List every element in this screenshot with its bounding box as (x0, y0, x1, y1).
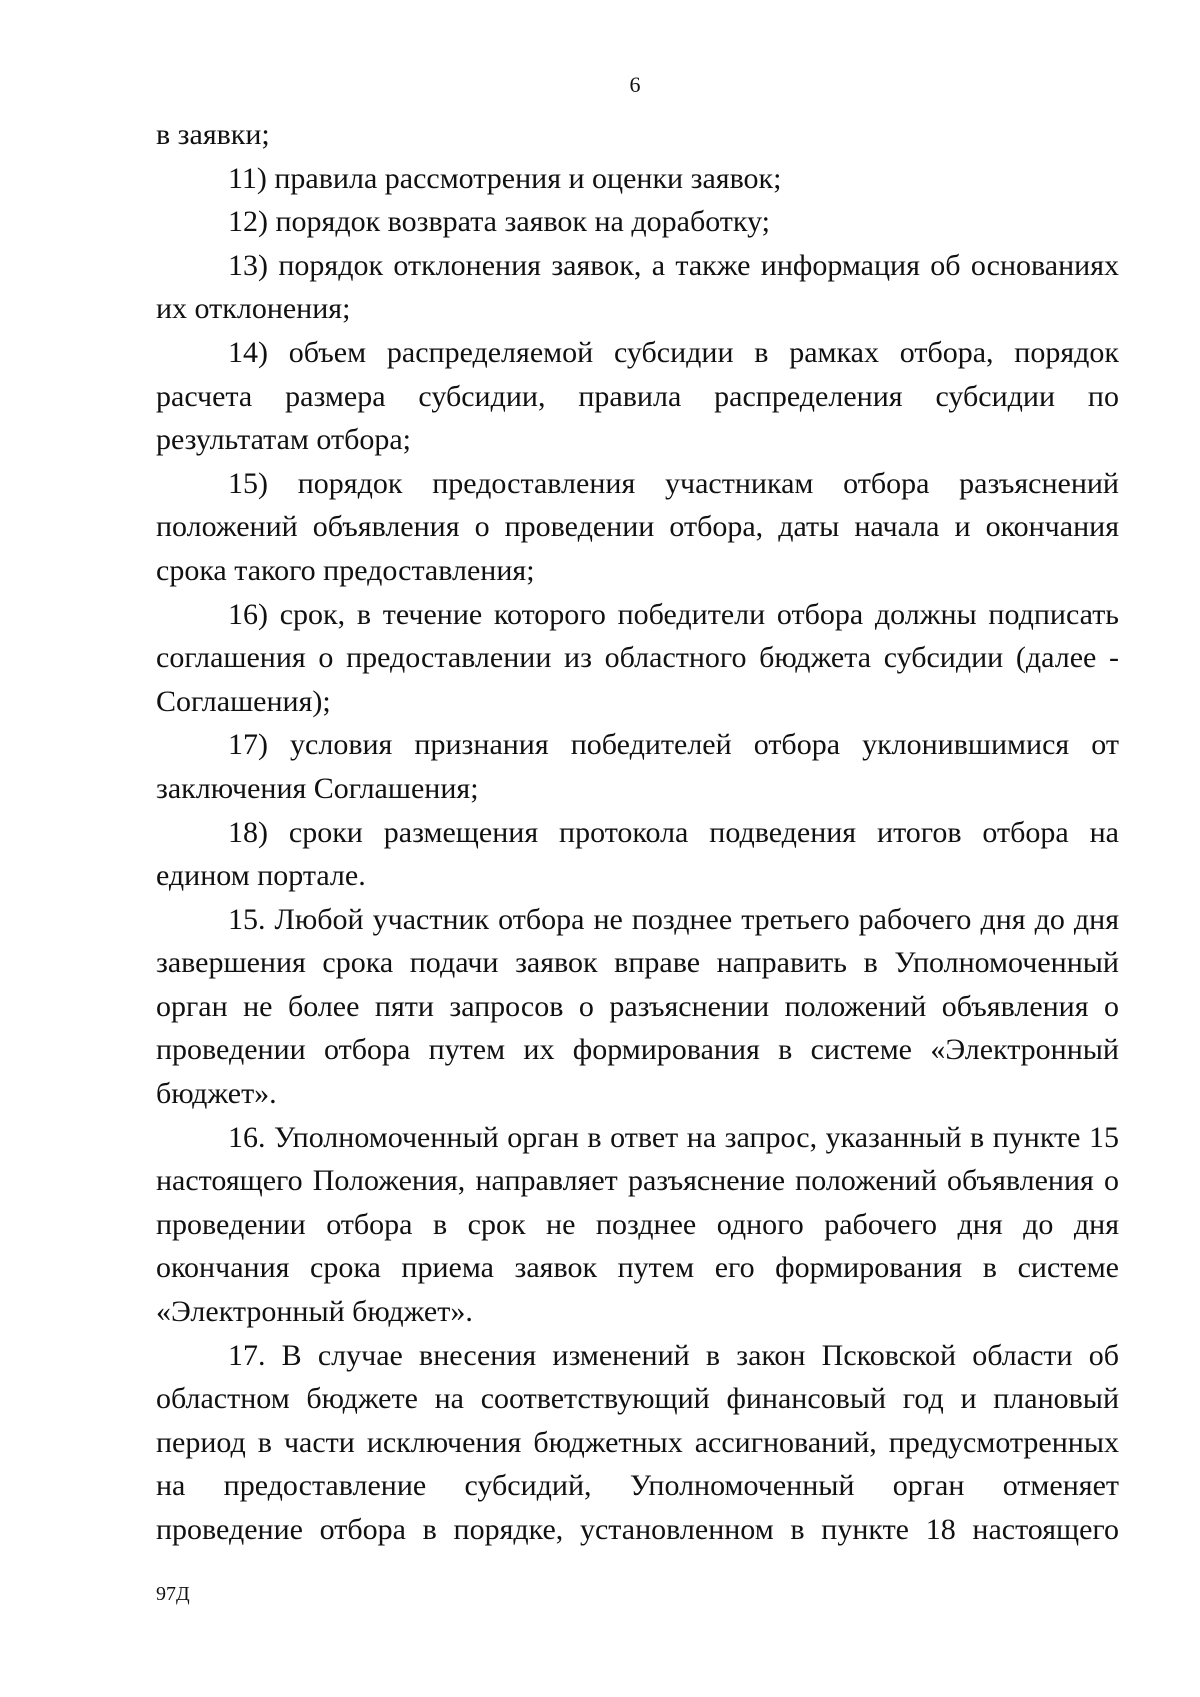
list-item-11: 11) правила рассмотрения и оценки заявок; (228, 161, 782, 195)
list-item-15: 15) порядок предоставления участникам отбора разъяснений положений объявления о проведении отбора, даты начала и окончания срока такого предоставления; (156, 466, 1119, 587)
document-body (156, 113, 1119, 1552)
clause-16: 16. Уполномоченный орган в ответ на запрос, указанный в пункте 15 настоящего Положения, направляет разъяснение положений объявления о проведении отбора в срок не позднее одного рабочего дня до дня окончания срока приема заявок путем его формирования в системе «Электронный бюджет». (156, 1120, 1119, 1329)
clause-15: 15. Любой участник отбора не позднее третьего рабочего дня до дня завершения срока подачи заявок вправе направить в Уполномоченный орган не более пяти запросов о разъяснении положений объявления о проведении отбора путем их формирования в системе «Электронный бюджет». (156, 902, 1119, 1111)
paragraph-continuation: в заявки; (156, 118, 270, 151)
list-item-13: 13) порядок отклонения заявок, а также информация об основаниях их отклонения; (156, 248, 1119, 326)
clause-17: 17. В случае внесения изменений в закон Псковской области об областном бюджете на соответствующий финансовый год и плановый период в части исключения бюджетных ассигнований, предусмотренных на предоставление субсидий, Уполномоченный орган отменяет проведение отбора в порядке, установленном в пункте 18 настоящего (156, 1338, 1119, 1546)
list-item-17: 17) условия признания победителей отбора уклонившимися от заключения Соглашения; (156, 728, 1119, 805)
list-item-18: 18) сроки размещения протокола подведения итогов отбора на едином портале. (156, 815, 1119, 893)
list-item-14: 14) объем распределяемой субсидии в рамках отбора, порядок расчета размера субсидии, правила распределения субсидии по результатам отбора; (156, 335, 1119, 457)
footer-document-code: 97Д (156, 1583, 190, 1605)
list-item-16: 16) срок, в течение которого победители отбора должны подписать соглашения о предоставлении из областного бюджета субсидии (далее - Соглашения); (156, 597, 1119, 718)
page-number: 6 (629, 72, 641, 97)
list-item-12: 12) порядок возврата заявок на доработку; (228, 205, 771, 239)
